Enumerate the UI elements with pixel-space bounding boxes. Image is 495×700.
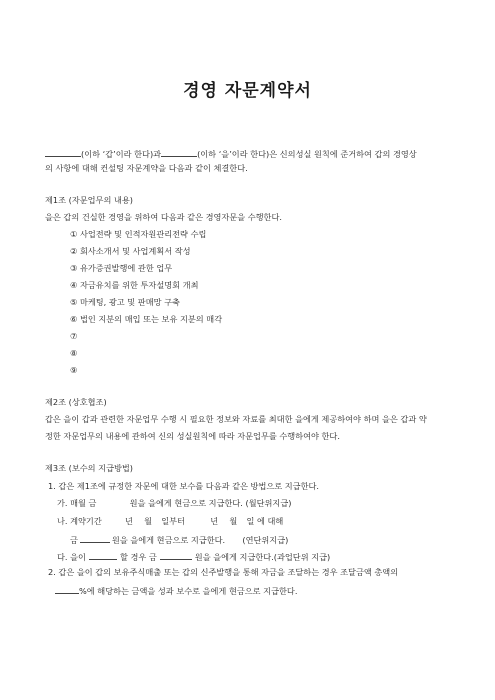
article3-clause-na-2 <box>70 533 288 546</box>
clause-na2-note: (연단위지급) <box>242 535 289 545</box>
clause-da-text: 할 경우 금 <box>119 552 157 562</box>
article3-heading: 제3조 (보수의 지급방법) <box>45 463 133 473</box>
clause-2b-text: %에 해당하는 금액을 성과 보수로 을에게 현금으로 지급한다. <box>79 586 298 596</box>
intro-part-2: (이하 ‘을’이라 한다)은 신의성실 원칙에 준거하여 갑의 경영상 <box>197 149 417 159</box>
article3-clause-ga <box>57 498 291 509</box>
start-day-label: 일부터 <box>161 516 185 526</box>
article1-item: ⑧ <box>70 348 78 358</box>
intro-line-2: 의 사항에 대해 컨설팅 자문계약을 다음과 같이 체결한다. <box>45 163 248 173</box>
article1-item: ① 사업전략 및 인적자원관리전략 수립 <box>70 229 207 239</box>
clause-ga-label: 가. 매월 금 <box>57 498 97 508</box>
article3-clause-da <box>57 550 330 563</box>
clause-ga-text: 원을 을에게 현금으로 지급한다. (월단위지급) <box>129 498 292 508</box>
clause-na2-text: 원을 을에게 현금으로 지급한다. <box>111 535 226 545</box>
task-blank[interactable] <box>89 550 117 560</box>
percentage-blank[interactable] <box>55 584 79 594</box>
clause-da-text-2: 원을 을에게 지급한다.(과업단위 지급) <box>194 552 331 562</box>
article2-line-1: 갑은 을이 갑과 관련한 자문업무 수행 시 필요한 정보와 자료를 최대한 을에게 제공하여야 하며 을은 갑과 약 <box>45 414 427 424</box>
clause-na2-label: 금 <box>70 535 78 545</box>
end-day-label: 일 에 대해 <box>246 516 284 526</box>
article1-item: ③ 유가증권발행에 관한 업무 <box>70 263 173 273</box>
article1-item: ④ 자금유치를 위한 투자설명회 개최 <box>70 280 199 290</box>
article2-line-2: 정한 자문업무의 내용에 관하여 신의 성실원칙에 따라 자문업무를 수행하여야 한다. <box>45 431 340 441</box>
end-year-label: 년 <box>210 516 219 526</box>
party-a-blank[interactable] <box>45 147 81 157</box>
article1-item: ⑨ <box>70 365 78 375</box>
article1-item: ⑤ 마케팅, 광고 및 판매망 구축 <box>70 297 180 307</box>
article3-clause-na <box>57 516 283 527</box>
article2-heading: 제2조 (상호협조) <box>45 397 107 407</box>
task-amount-blank[interactable] <box>160 550 192 560</box>
article3-clause-2: 2. 갑은 을이 갑의 보유주식매출 또는 갑의 신주발행을 통해 자금을 조달하는 경우 조달금액 총액의 <box>48 567 399 577</box>
party-b-blank[interactable] <box>161 147 197 157</box>
article1-item: ⑦ <box>70 331 78 341</box>
intro-line-1 <box>45 147 417 160</box>
article3-clause-2b <box>55 584 297 597</box>
document-title: 경영 자문계약서 <box>183 81 312 101</box>
clause-da-label: 다. 을이 <box>57 552 86 562</box>
article1-item: ② 회사소개서 및 사업계획서 작성 <box>70 246 191 256</box>
article1-item: ⑥ 법인 지분의 매입 또는 보유 지분의 매각 <box>70 314 223 324</box>
intro-part-1: (이하 ‘갑’이라 한다)과 <box>81 149 162 159</box>
annual-amount-blank[interactable] <box>80 533 110 543</box>
article1-lead: 을은 갑의 건실한 경영을 위하여 다음과 같은 경영자문을 수행한다. <box>45 212 282 222</box>
start-year-label: 년 <box>124 516 133 526</box>
clause-na-label: 나. 계약기간 <box>57 516 102 526</box>
start-month-label: 월 <box>144 516 153 526</box>
end-month-label: 월 <box>229 516 238 526</box>
article3-clause-1: 1. 갑은 제1조에 규정한 자문에 대한 보수를 다음과 같은 방법으로 지급한다. <box>48 481 320 491</box>
article1-heading: 제1조 (자문업무의 내용) <box>45 195 133 205</box>
